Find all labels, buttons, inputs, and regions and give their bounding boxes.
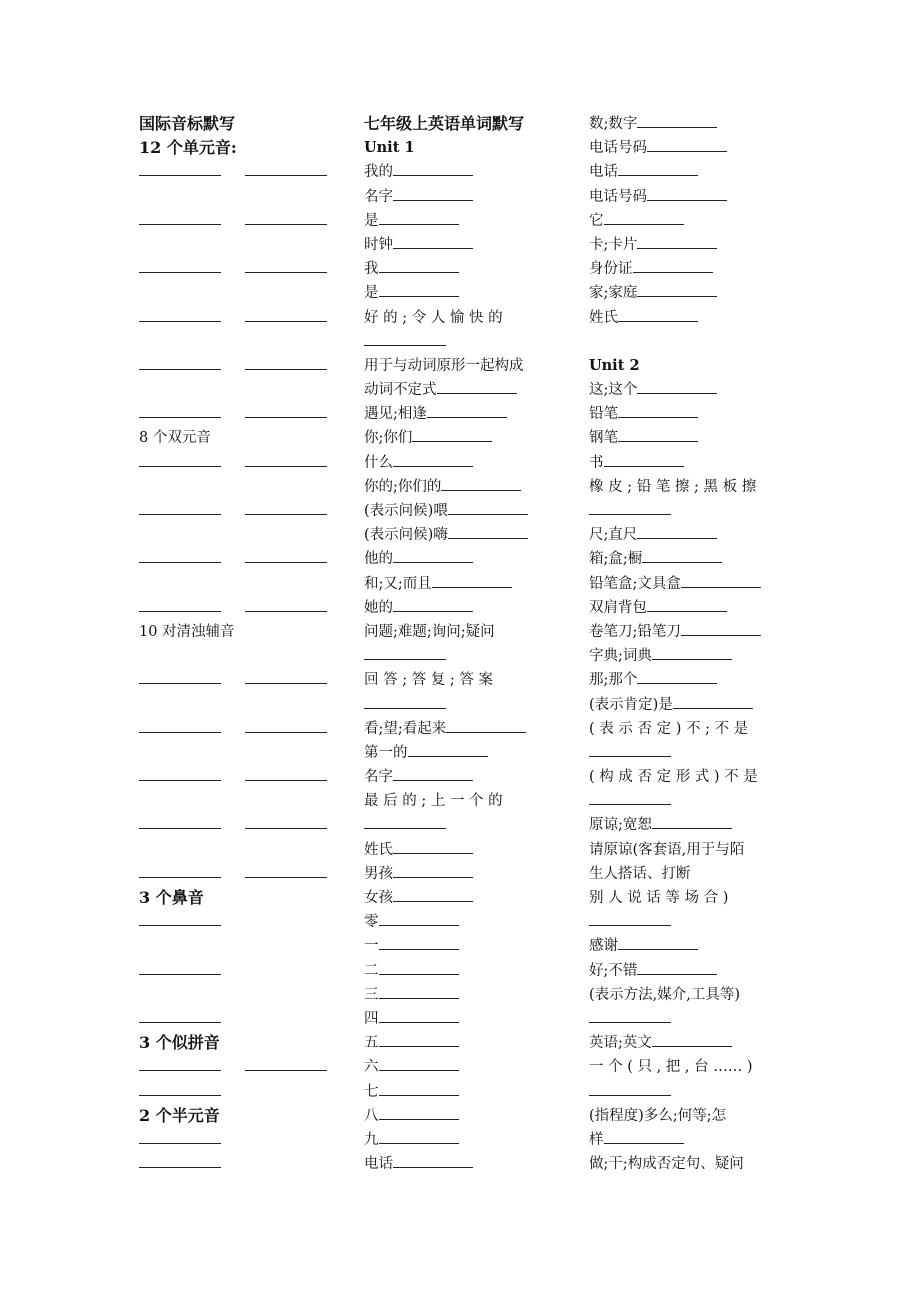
vocab-title: 七年级上英语单词默写: [364, 114, 525, 133]
answer-blank[interactable]: [379, 1031, 459, 1047]
vocab-item: ( 构 成 否 定 形 式 ) 不 是: [589, 769, 758, 786]
answer-blank[interactable]: [139, 959, 221, 975]
vocab-item: 生人搭话、打断: [589, 865, 691, 882]
answer-blank[interactable]: [245, 596, 327, 612]
answer-blank[interactable]: [393, 233, 473, 249]
unit1-heading: Unit 1: [364, 139, 415, 157]
blank-row: [139, 596, 329, 620]
vocab-item: 英语;英文: [589, 1031, 783, 1055]
answer-blank[interactable]: [647, 136, 727, 152]
answer-blank[interactable]: [379, 1007, 459, 1023]
blank-row: [364, 813, 559, 837]
blank-row: [364, 693, 559, 717]
blank-row: [139, 717, 329, 741]
answer-blank[interactable]: [446, 717, 526, 733]
answer-blank[interactable]: [139, 862, 221, 878]
vocab-item: 九: [364, 1128, 559, 1152]
vocab-item: 用于与动词原形一起构成: [364, 357, 524, 374]
answer-blank[interactable]: [637, 523, 717, 539]
answer-blank[interactable]: [139, 209, 221, 225]
vocab-item: 第一的: [364, 741, 559, 765]
answer-blank[interactable]: [637, 668, 717, 684]
answer-blank[interactable]: [379, 959, 459, 975]
vocab-item: 问题;难题;询问;疑问: [364, 623, 495, 640]
unit2-heading: Unit 2: [589, 356, 640, 374]
answer-blank[interactable]: [139, 451, 221, 467]
answer-blank[interactable]: [652, 813, 732, 829]
vocab-item: ( 表 示 否 定 ) 不 ; 不 是: [589, 720, 749, 737]
vocab-column-2: [589, 112, 783, 1176]
answer-blank[interactable]: [245, 717, 327, 733]
answer-blank[interactable]: [245, 402, 327, 418]
answer-blank[interactable]: [245, 160, 327, 176]
vocab-item: (表示方法,媒介,工具等): [589, 986, 741, 1003]
monophthongs-heading: 12 个单元音:: [139, 138, 237, 158]
blank-row: [139, 402, 329, 426]
answer-blank[interactable]: [139, 910, 221, 926]
vocab-item: 家;家庭: [589, 281, 783, 305]
vocab-item: 橡 皮 ; 铅 笔 擦 ; 黑 板 擦: [589, 478, 757, 495]
answer-blank[interactable]: [393, 185, 473, 201]
answer-blank[interactable]: [604, 1128, 684, 1144]
nasals-heading: 3 个鼻音: [139, 888, 204, 907]
blank-row: [139, 813, 329, 837]
blank-row: [139, 959, 329, 983]
answer-blank[interactable]: [642, 547, 722, 563]
vocab-item: 电话: [589, 160, 783, 184]
answer-blank[interactable]: [139, 354, 221, 370]
answer-blank[interactable]: [652, 1031, 732, 1047]
vocab-item: 字典;词典: [589, 644, 783, 668]
answer-blank[interactable]: [245, 1055, 327, 1071]
vocab-item: 什么: [364, 451, 559, 475]
blank-row: [139, 547, 329, 571]
vocab-item: 我: [364, 257, 559, 281]
blank-row: [589, 499, 783, 523]
vocab-item: 铅笔盒;文具盒: [589, 572, 783, 596]
answer-blank[interactable]: [589, 741, 671, 757]
blank-row: [589, 1080, 783, 1104]
vocab-item: 感谢: [589, 934, 783, 958]
vocab-item: 样: [589, 1128, 783, 1152]
vocab-item: 一: [364, 934, 559, 958]
answer-blank[interactable]: [139, 668, 221, 684]
blank-row: [589, 1007, 783, 1031]
answer-blank[interactable]: [379, 209, 459, 225]
answer-blank[interactable]: [245, 354, 327, 370]
answer-blank[interactable]: [432, 572, 512, 588]
answer-blank[interactable]: [681, 572, 761, 588]
answer-blank[interactable]: [379, 257, 459, 273]
vocab-item: 你的;你们的: [364, 475, 559, 499]
vocab-item: 别 人 说 话 等 场 合 ): [589, 890, 729, 906]
answer-blank[interactable]: [618, 306, 698, 322]
vocab-item: 做;干;构成否定句、疑问: [589, 1156, 744, 1173]
answer-blank[interactable]: [618, 160, 698, 176]
blank-row: [139, 1007, 329, 1031]
blank-row: [589, 741, 783, 765]
answer-blank[interactable]: [245, 209, 327, 225]
blank-row: [139, 306, 329, 330]
answer-blank[interactable]: [139, 1007, 221, 1023]
answer-blank[interactable]: [637, 281, 717, 297]
vocab-item: 她的: [364, 596, 559, 620]
vocab-item: 二: [364, 959, 559, 983]
answer-blank[interactable]: [589, 499, 671, 515]
blank-row: [139, 160, 329, 184]
vocab-item: (指程度)多么;何等;怎: [589, 1107, 727, 1124]
vocab-item: 卡;卡片: [589, 233, 783, 257]
answer-blank[interactable]: [379, 1128, 459, 1144]
answer-blank[interactable]: [393, 451, 473, 467]
vocab-item: (表示肯定)是: [589, 693, 783, 717]
answer-blank[interactable]: [647, 185, 727, 201]
answer-blank[interactable]: [618, 426, 698, 442]
vocab-item: 最 后 的 ; 上 一 个 的: [364, 793, 503, 810]
answer-blank[interactable]: [139, 1080, 221, 1096]
blank-row: [139, 1128, 329, 1152]
answer-blank[interactable]: [364, 693, 446, 709]
vocab-item: 请原谅(客套语,用于与陌: [589, 841, 745, 858]
answer-blank[interactable]: [448, 523, 528, 539]
consonant-pairs-heading: 10 对清浊辅音: [139, 623, 235, 640]
blank-row: [139, 1152, 329, 1176]
answer-blank[interactable]: [139, 765, 221, 781]
answer-blank[interactable]: [139, 1055, 221, 1071]
blank-row: [589, 910, 783, 934]
answer-blank[interactable]: [441, 475, 521, 491]
vocab-item: 五: [364, 1031, 559, 1055]
vocab-item: 数;数字: [589, 112, 783, 136]
blank-row: [139, 257, 329, 281]
vocab-item: 铅笔: [589, 402, 783, 426]
answer-blank[interactable]: [393, 596, 473, 612]
answer-blank[interactable]: [139, 596, 221, 612]
answer-blank[interactable]: [637, 233, 717, 249]
answer-blank[interactable]: [379, 934, 459, 950]
vocab-item: 男孩: [364, 862, 559, 886]
vocab-item: 女孩: [364, 886, 559, 910]
answer-blank[interactable]: [245, 257, 327, 273]
answer-blank[interactable]: [245, 499, 327, 515]
vocab-item: (表示问候)喂: [364, 499, 559, 523]
answer-blank[interactable]: [647, 596, 727, 612]
vocab-item: 动词不定式: [364, 378, 559, 402]
answer-blank[interactable]: [139, 499, 221, 515]
answer-blank[interactable]: [245, 451, 327, 467]
vocab-item: 我的: [364, 160, 559, 184]
answer-blank[interactable]: [589, 1080, 671, 1096]
vocab-item: 四: [364, 1007, 559, 1031]
semivowels-heading: 2 个半元音: [139, 1105, 220, 1125]
vocab-item: 双肩背包: [589, 596, 783, 620]
answer-blank[interactable]: [408, 741, 488, 757]
blank-row: [139, 354, 329, 378]
vocab-item: 和;又;而且: [364, 572, 559, 596]
blank-row: [139, 668, 329, 692]
blank-row: [139, 910, 329, 934]
answer-blank[interactable]: [364, 644, 446, 660]
vocab-item: 八: [364, 1104, 559, 1128]
answer-blank[interactable]: [379, 910, 459, 926]
answer-blank[interactable]: [139, 306, 221, 322]
answer-blank[interactable]: [379, 1104, 459, 1120]
vocab-item: 七: [364, 1080, 559, 1104]
answer-blank[interactable]: [379, 281, 459, 297]
answer-blank[interactable]: [139, 160, 221, 176]
answer-blank[interactable]: [393, 547, 473, 563]
answer-blank[interactable]: [604, 209, 684, 225]
vocab-item: 一 个 ( 只 , 把 , 台 …… ): [589, 1059, 753, 1076]
answer-blank[interactable]: [139, 257, 221, 273]
vocab-item: 三: [364, 983, 559, 1007]
vocab-item: 你;你们: [364, 426, 559, 450]
vocab-item: 他的: [364, 547, 559, 571]
phonetics-title: 国际音标默写: [139, 114, 236, 133]
blank-row: [139, 451, 329, 475]
answer-blank[interactable]: [618, 402, 698, 418]
vocab-item: 是: [364, 281, 559, 305]
answer-blank[interactable]: [139, 547, 221, 563]
answer-blank[interactable]: [589, 910, 671, 926]
vocab-item: 姓氏: [589, 306, 783, 330]
answer-blank[interactable]: [604, 451, 684, 467]
blank-row: [139, 862, 329, 886]
answer-blank[interactable]: [139, 717, 221, 733]
vocab-item: 名字: [364, 185, 559, 209]
answer-blank[interactable]: [437, 378, 517, 394]
answer-blank[interactable]: [393, 1152, 473, 1168]
answer-blank[interactable]: [589, 1007, 671, 1023]
vocab-item: 箱;盒;橱: [589, 547, 783, 571]
answer-blank[interactable]: [652, 644, 732, 660]
vocab-item: 它: [589, 209, 783, 233]
blank-row: [139, 499, 329, 523]
answer-blank[interactable]: [637, 959, 717, 975]
answer-blank[interactable]: [633, 257, 713, 273]
vocab-item: 身份证: [589, 257, 783, 281]
answer-blank[interactable]: [673, 693, 753, 709]
answer-blank[interactable]: [245, 306, 327, 322]
vocab-item: 原谅;宽恕: [589, 813, 783, 837]
vocab-item: 尺;直尺: [589, 523, 783, 547]
answer-blank[interactable]: [364, 330, 446, 346]
vocab-item: 零: [364, 910, 559, 934]
vocab-item: 卷笔刀;铅笔刀: [589, 620, 783, 644]
answer-blank[interactable]: [379, 983, 459, 999]
pinyin-like-heading: 3 个似拼音: [139, 1033, 220, 1053]
vocab-item: 姓氏: [364, 838, 559, 862]
blank-row: [139, 1080, 329, 1104]
vocab-item: 这;这个: [589, 378, 783, 402]
answer-blank[interactable]: [393, 765, 473, 781]
vocab-column-1: [364, 112, 559, 1176]
blank-row: [139, 209, 329, 233]
answer-blank[interactable]: [245, 765, 327, 781]
vocab-item: 书: [589, 451, 783, 475]
blank-row: [364, 644, 559, 668]
answer-blank[interactable]: [448, 499, 528, 515]
vocab-item: 是: [364, 209, 559, 233]
diphthongs-heading: 8 个双元音: [139, 430, 211, 447]
answer-blank[interactable]: [139, 1128, 221, 1144]
answer-blank[interactable]: [618, 934, 698, 950]
answer-blank[interactable]: [245, 547, 327, 563]
vocab-item: 电话: [364, 1152, 559, 1176]
vocab-item: 电话号码: [589, 136, 783, 160]
answer-blank[interactable]: [427, 402, 507, 418]
answer-blank[interactable]: [393, 886, 473, 902]
answer-blank[interactable]: [379, 1080, 459, 1096]
blank-row: [364, 330, 559, 354]
vocab-item: 电话号码: [589, 185, 783, 209]
answer-blank[interactable]: [393, 838, 473, 854]
vocab-item: 六: [364, 1055, 559, 1079]
answer-blank[interactable]: [637, 378, 717, 394]
answer-blank[interactable]: [393, 862, 473, 878]
vocab-item: 看;望;看起来: [364, 717, 559, 741]
blank-row: [139, 765, 329, 789]
blank-row: [589, 789, 783, 813]
answer-blank[interactable]: [364, 813, 446, 829]
answer-blank[interactable]: [393, 160, 473, 176]
answer-blank[interactable]: [139, 402, 221, 418]
vocab-item: 回 答 ; 答 复 ; 答 案: [364, 672, 494, 689]
answer-blank[interactable]: [245, 862, 327, 878]
answer-blank[interactable]: [637, 112, 717, 128]
answer-blank[interactable]: [412, 426, 492, 442]
answer-blank[interactable]: [589, 789, 671, 805]
phonetics-column: [139, 112, 329, 1176]
vocab-item: (表示问候)嗨: [364, 523, 559, 547]
answer-blank[interactable]: [681, 620, 761, 636]
vocab-item: 那;那个: [589, 668, 783, 692]
vocab-item: 时钟: [364, 233, 559, 257]
vocab-item: 遇见;相逢: [364, 402, 559, 426]
answer-blank[interactable]: [245, 668, 327, 684]
answer-blank[interactable]: [245, 813, 327, 829]
vocab-item: 钢笔: [589, 426, 783, 450]
blank-row: [139, 1055, 329, 1079]
vocab-item: 好 的 ; 令 人 愉 快 的: [364, 309, 503, 326]
answer-blank[interactable]: [139, 1152, 221, 1168]
answer-blank[interactable]: [139, 813, 221, 829]
vocab-item: 好;不错: [589, 959, 783, 983]
answer-blank[interactable]: [379, 1055, 459, 1071]
vocab-item: 名字: [364, 765, 559, 789]
